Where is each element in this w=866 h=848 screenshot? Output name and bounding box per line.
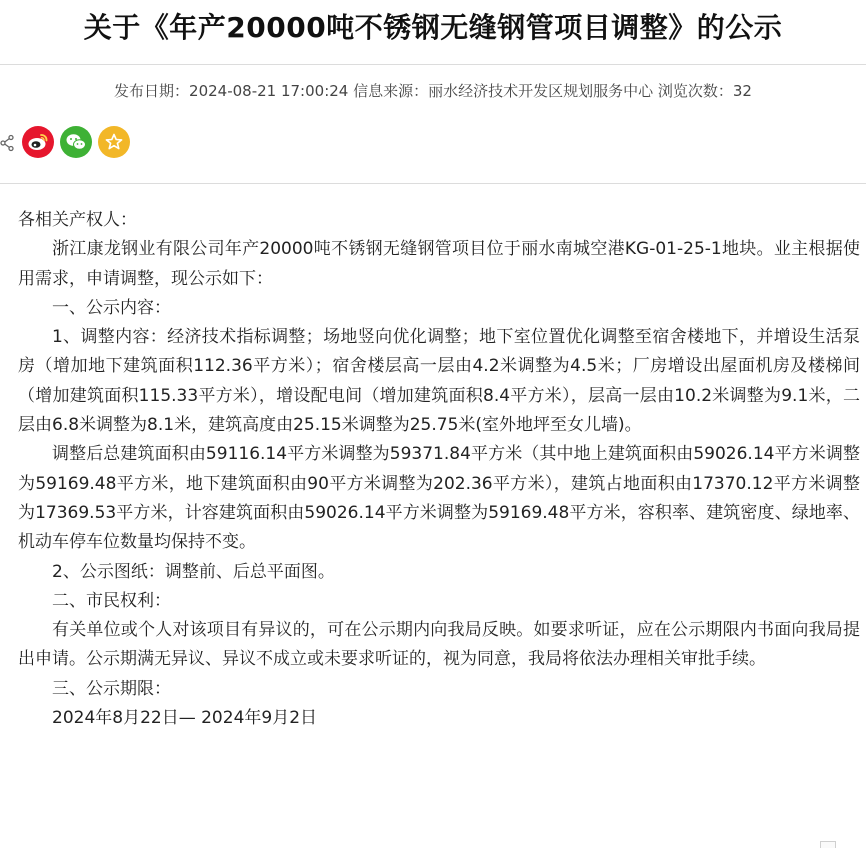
wechat-icon[interactable] xyxy=(60,126,92,158)
paragraph-area: 调整后总建筑面积由59116.14平方米调整为59371.84平方米（其中地上建筑面积由59026.14平方米调整为59169.48平方米，地下建筑面积由90平方米调整为202.36平方米），建筑占地面积由17370.12平方米调整为17369.53平方米，计容建筑面积由59026.14平方米调整为59169.48平方米，容积率、建筑密度、绿地率、机动车停车位数量均保持不变。 xyxy=(18,444,860,553)
paragraph-rights: 有关单位或个人对该项目有异议的，可在公示期内向我局反映。如要求听证，应在公示期限内书面向我局提出申请。公示期满无异议、异议不成立或未要求听证的，视为同意，我局将依法办理相关审批手续。 xyxy=(18,620,860,670)
paragraph-intro: 浙江康龙钢业有限公司年产20000吨不锈钢无缝钢管项目位于丽水南城空港KG-01-25-1地块。业主根据使用需求，申请调整，现公示如下： xyxy=(18,239,860,289)
salutation: 各相关产权人： xyxy=(18,210,137,230)
section-heading-1: 一、公示内容： xyxy=(52,297,171,318)
section-heading-2: 二、市民权利： xyxy=(52,590,171,611)
weibo-icon[interactable] xyxy=(22,126,54,158)
page-title: 关于《年产20000吨不锈钢无缝钢管项目调整》的公示 xyxy=(83,11,783,44)
favorite-icon[interactable] xyxy=(98,126,130,158)
section-heading-3: 三、公示期限： xyxy=(52,678,171,699)
paragraph-adjustment: 1、调整内容：经济技术指标调整；场地竖向优化调整；地下室位置优化调整至宿舍楼地下，并增设生活泵房（增加地下建筑面积112.36平方米）；宿舍楼层高一层由4.2米调整为4.5米；厂房增设出屋面机房及楼梯间（增加建筑面积115.33平方米），增设配电间（增加建筑面积8.4平方米），层高一层由10.2米调整为9.1米，二层由6.8米调整为8.1米，建筑高度由25.15米调整为25.75米(室外地坪至女儿墙)。 xyxy=(18,327,860,436)
paragraph-period: 2024年8月22日— 2024年9月2日 xyxy=(52,708,318,729)
header-divider xyxy=(0,183,866,184)
article-meta: 发布日期：2024-08-21 17:00:24 信息来源：丽水经济技术开发区规划服务中心 浏览次数：32 xyxy=(114,82,752,100)
paragraph-drawings: 2、公示图纸：调整前、后总平面图。 xyxy=(52,561,335,582)
article-body xyxy=(18,206,860,733)
title-divider xyxy=(0,64,866,65)
share-icon[interactable] xyxy=(0,134,14,152)
share-bar xyxy=(0,126,200,160)
